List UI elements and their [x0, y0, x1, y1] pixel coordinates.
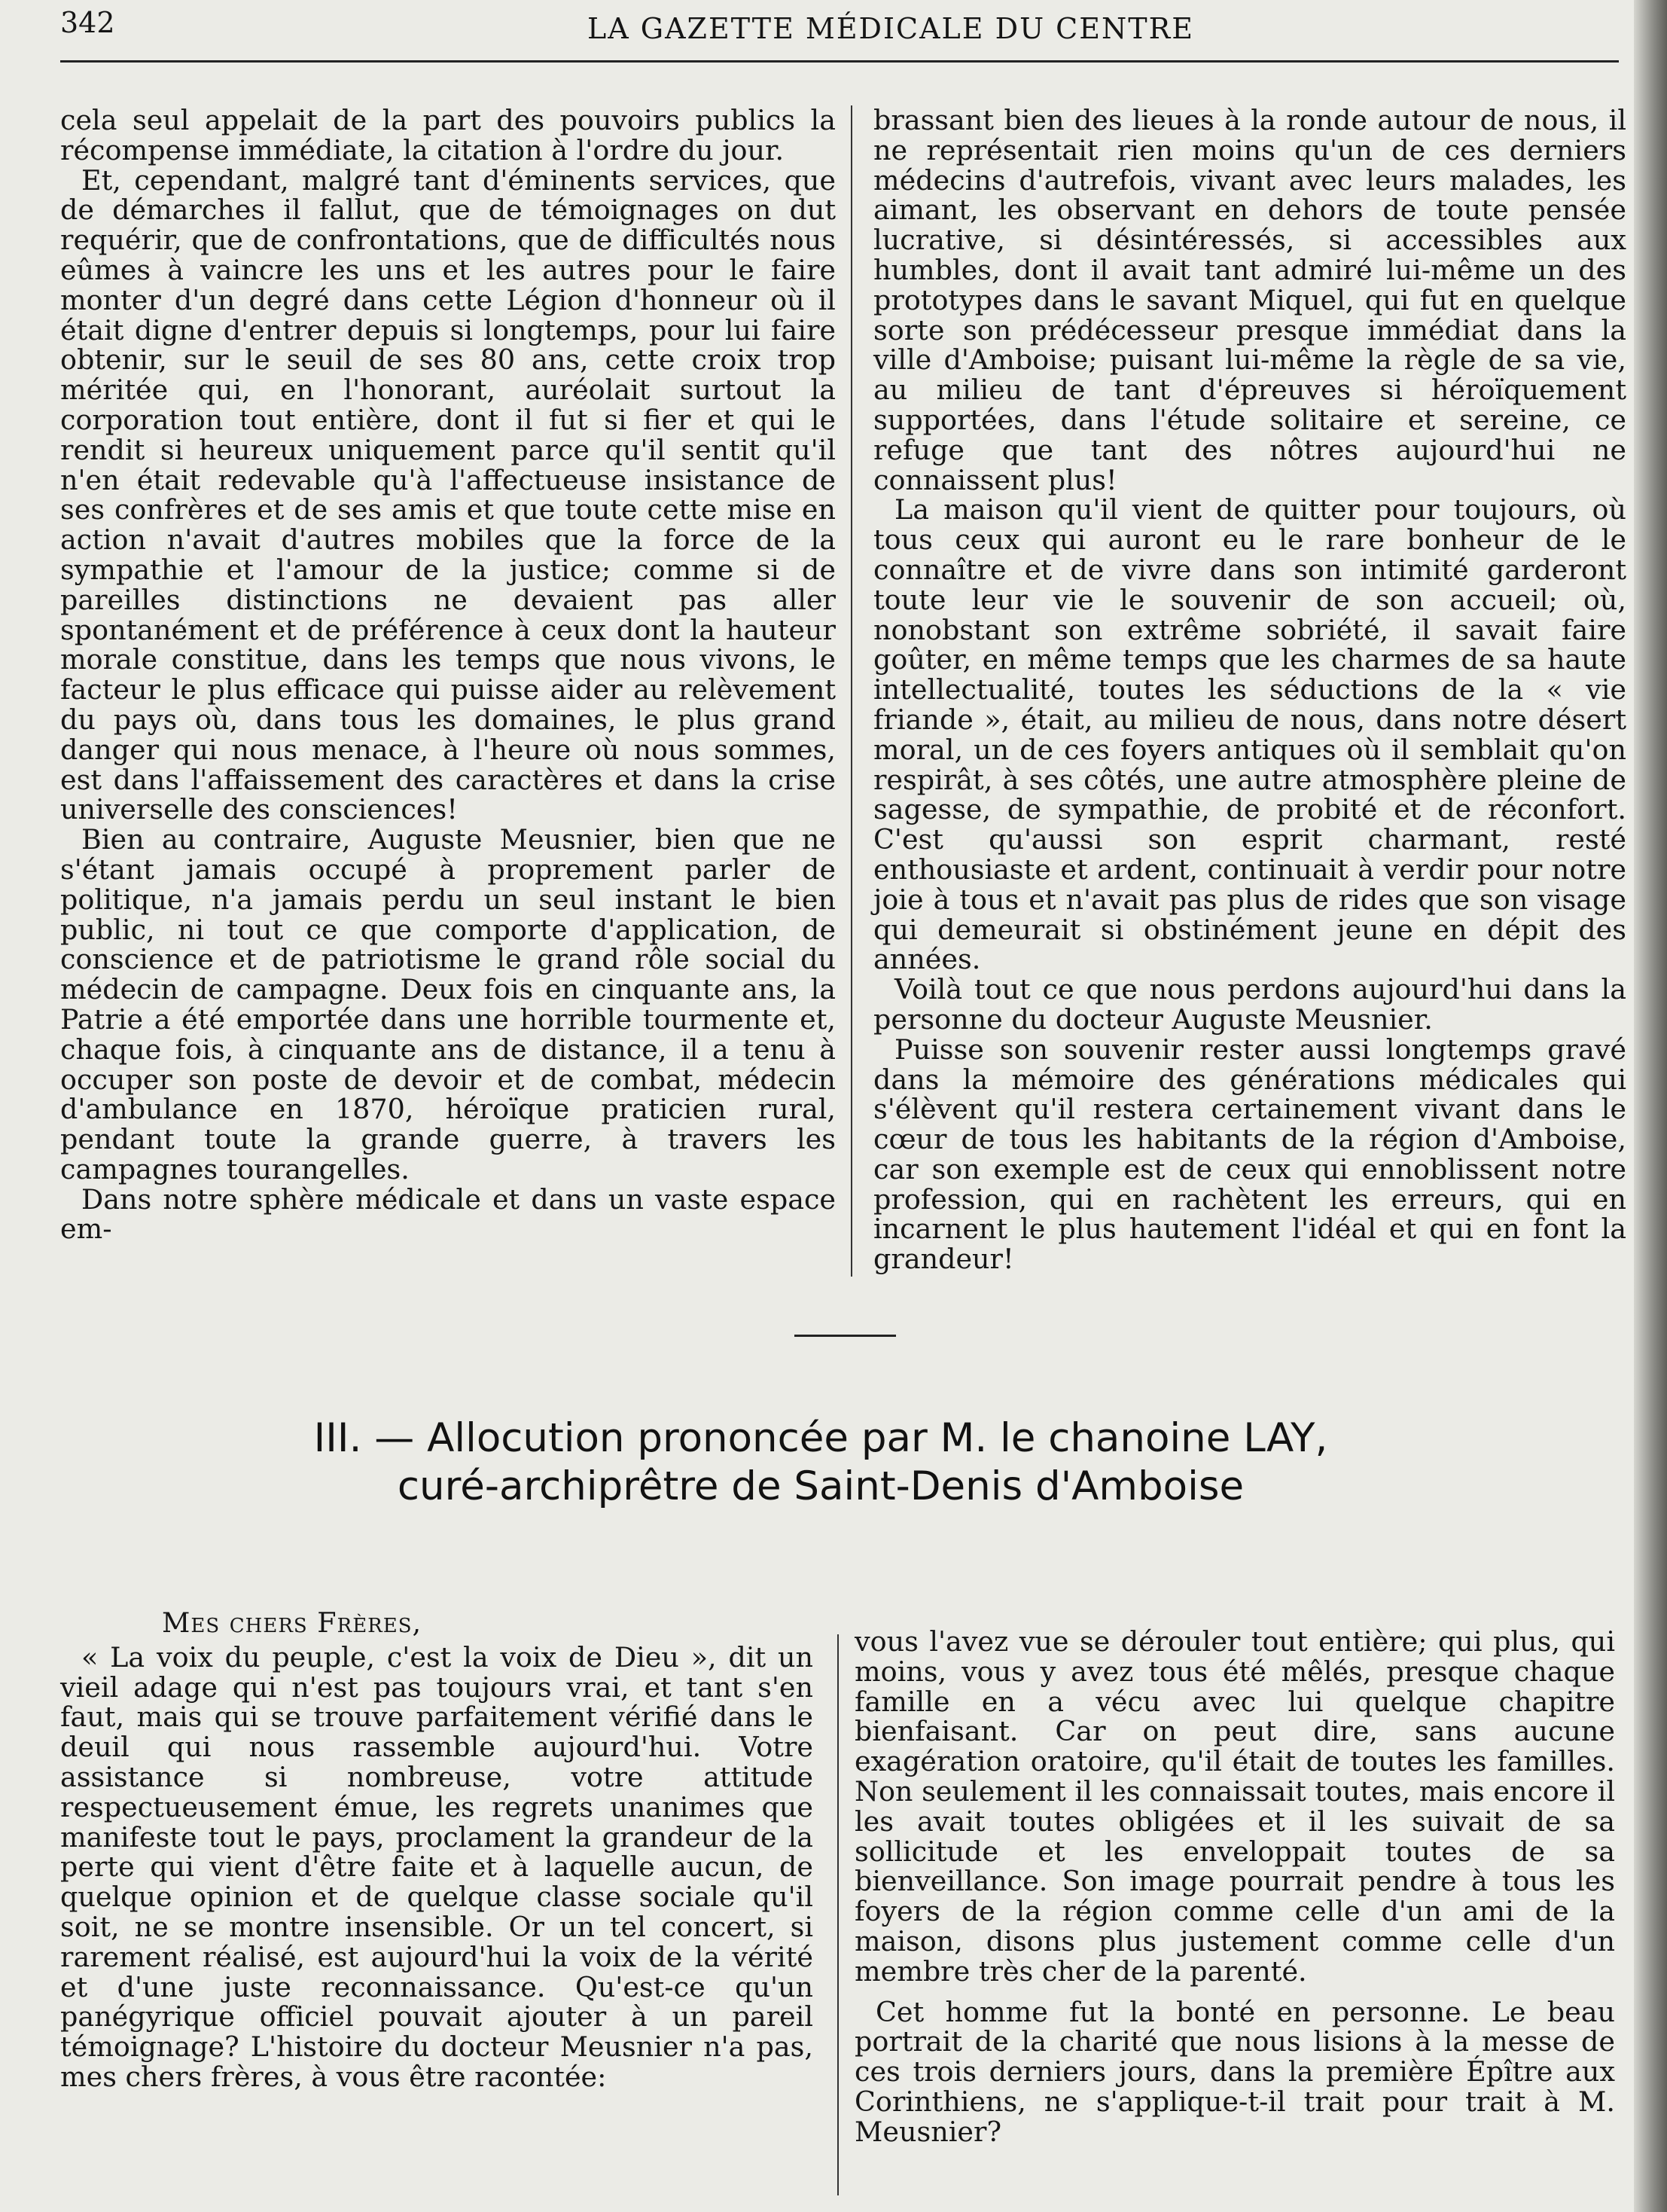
- paragraph: Cet homme fut la bonté en personne. Le beau portrait de la charité que nous lisions à la messe de ces trois derniers jours, dans la première Épître aux Corinthiens, ne s'applique-t-il trait pour trait à M. Meusnier?: [855, 1995, 1615, 2148]
- column-rule: [837, 1634, 839, 2195]
- page-number: 342: [60, 6, 115, 39]
- paragraph: Bien au contraire, Auguste Meusnier, bien que ne s'étant jamais occupé à proprement parler de politique, n'a jamais perdu un seul instant le bien public, ni tout ce que comporte d'application, de conscience et de patriotisme le grand rôle social du médecin de campagne. Deux fois en cinquante ans, la Patrie a été emportée dans une horrible tourmente et, chaque fois, à cinquante ans de distance, il a tenu à occuper son poste de devoir et de combat, médecin d'ambulance en 1870, héroïque praticien rural, pendant toute la grande guerre, à travers les campagnes tourangelles.: [60, 823, 836, 1185]
- paragraph: Voilà tout ce que nous perdons aujourd'hui dans la personne du docteur Auguste Meusnier.: [873, 973, 1626, 1036]
- paragraph: Dans notre sphère médicale et dans un vaste espace em-: [60, 1182, 836, 1246]
- section-separator: [794, 1335, 896, 1337]
- section-title: [151, 1414, 1491, 1511]
- header-rule: [60, 60, 1619, 63]
- paragraph: « La voix du peuple, c'est la voix de Dieu », dit un vieil adage qui n'est pas toujours vrai, et tant s'en faut, mais qui se trouve parfaitement vérifié dans le deuil qui nous rassemble aujourd'hui. Votre assistance si nombreuse, votre attitude respectueusement émue, les regrets unanimes que manifeste tout le pays, proclament la grandeur de la perte qui vient d'être faite et à laquelle aucun, de quelque opinion et de quelque classe sociale qu'il soit, ne se montre insensible. Or un tel concert, si rarement réalisé, est aujourd'hui la voix de la vérité et d'une juste reconnaissance. Qu'est-ce qu'un panégyrique officiel pouvait ajouter à un pareil témoignage? L'histoire du docteur Meusnier n'a pas, mes chers frères, à vous être racontée:: [60, 1640, 813, 2093]
- salutation: Mes chers Frères,: [162, 1606, 422, 1639]
- top-right-column: [873, 105, 1626, 1274]
- paragraph: La maison qu'il vient de quitter pour toujours, où tous ceux qui auront eu le rare bonheur de le connaître et de vivre dans son intimité garderont toute leur vie le souvenir de son accueil; où, nonobstant son extrême sobriété, il savait faire goûter, en même temps que les charmes de sa haute intellectualité, toutes les séductions de la « vie friande », était, au milieu de nous, dans notre désert moral, un de ces foyers antiques où il semblait qu'on respirât, à ses côtés, une autre atmosphère pleine de sagesse, de sympathie, de probité et de réconfort. C'est qu'aussi son esprit charmant, resté enthousiaste et ardent, continuait à verdir pour notre joie à tous et n'avait pas plus de rides que son visage qui demeurait si obstinément jeune en dépit des années.: [873, 493, 1626, 976]
- paragraph: Puisse son souvenir rester aussi longtemps gravé dans la mémoire des générations médicales qui s'élèvent qu'il restera certainement vivant dans le cœur de tous les habitants de la région d'Amboise, car son exemple est de ceux qui ennoblissent notre profession, qui en rachètent les erreurs, qui en incarnent le plus hautement l'idéal et qui en font la grandeur!: [873, 1033, 1626, 1276]
- bottom-left-column: [60, 1608, 813, 2092]
- bottom-right-column: [855, 1627, 1615, 2147]
- paragraph: cela seul appelait de la part des pouvoirs publics la récompense immédiate, la citation à l'ordre du jour.: [60, 104, 836, 166]
- paragraph: vous l'avez vue se dérouler tout entière; qui plus, qui moins, vous y avez tous été mêlés, presque chaque famille en a vécu avec lui quelque chapitre bienfaisant. Car on peut dire, sans aucune exagération oratoire, qu'il était de toutes les familles. Non seulement il les connaissait toutes, mais encore il les avait toutes obligées et il les suivait de sa sollicitude et les enveloppait toutes de sa bienveillance. Son image pourrait pendre à tous les foyers de la région comme celle d'un ami de la maison, disons plus justement comme celle d'un membre très cher de la parenté.: [855, 1625, 1615, 1988]
- journal-title: LA GAZETTE MÉDICALE DU CENTRE: [587, 12, 1194, 45]
- section-subtitle-line: curé-archiprêtre de Saint-Denis d'Amboise: [397, 1463, 1245, 1509]
- paragraph: brassant bien des lieues à la ronde autour de nous, il ne représentait rien moins qu'un de ces derniers médecins d'autrefois, vivant avec leurs malades, les aimant, les observant en dehors de toute pensée lucrative, si désintéressés, si accessibles aux humbles, dont il avait tant admiré lui-même un des prototypes dans le savant Miquel, qui fut en quelque sorte son prédécesseur presque immédiat dans la ville d'Amboise; puisant lui-même la règle de sa vie, au milieu de tant d'épreuves si héroïquement supportées, dans l'étude solitaire et sereine, ce refuge que tant des nôtres aujourd'hui ne connaissent plus!: [873, 104, 1626, 496]
- paragraph: Et, cependant, malgré tant d'éminents services, que de démarches il fallut, que de témoignages on dut requérir, que de confrontations, que de difficultés nous eûmes à vaincre les uns et les autres pour le faire monter d'un degré dans cette Légion d'honneur où il était digne d'entrer depuis si longtemps, pour lui faire obtenir, sur le seuil de ses 80 ans, cette croix trop méritée qui, en l'honorant, auréolait surtout la corporation tout entière, dont il fut si fier et qui le rendit si heureux uniquement parce qu'il sentit qu'il n'en était redevable qu'à l'affectueuse insistance de ses confrères et de ses amis et que toute cette mise en action n'avait d'autres mobiles que la force de la sympathie et l'amour de la justice; comme si de pareilles distinctions ne devaient pas aller spontanément et de préférence à ceux dont la hauteur morale constitue, dans les temps que nous vivons, le facteur le plus efficace qui puisse aider au relèvement du pays où, dans tous les domaines, le plus grand danger qui nous menace, à l'heure où nous sommes, est dans l'affaissement des caractères et dans la crise universelle des consciences!: [60, 163, 836, 826]
- top-left-column: [60, 105, 836, 1244]
- page-edge: [1634, 0, 1667, 2212]
- section-title-line: III. — Allocution prononcée par M. le chanoine LAY,: [313, 1415, 1328, 1461]
- column-rule: [851, 105, 852, 1277]
